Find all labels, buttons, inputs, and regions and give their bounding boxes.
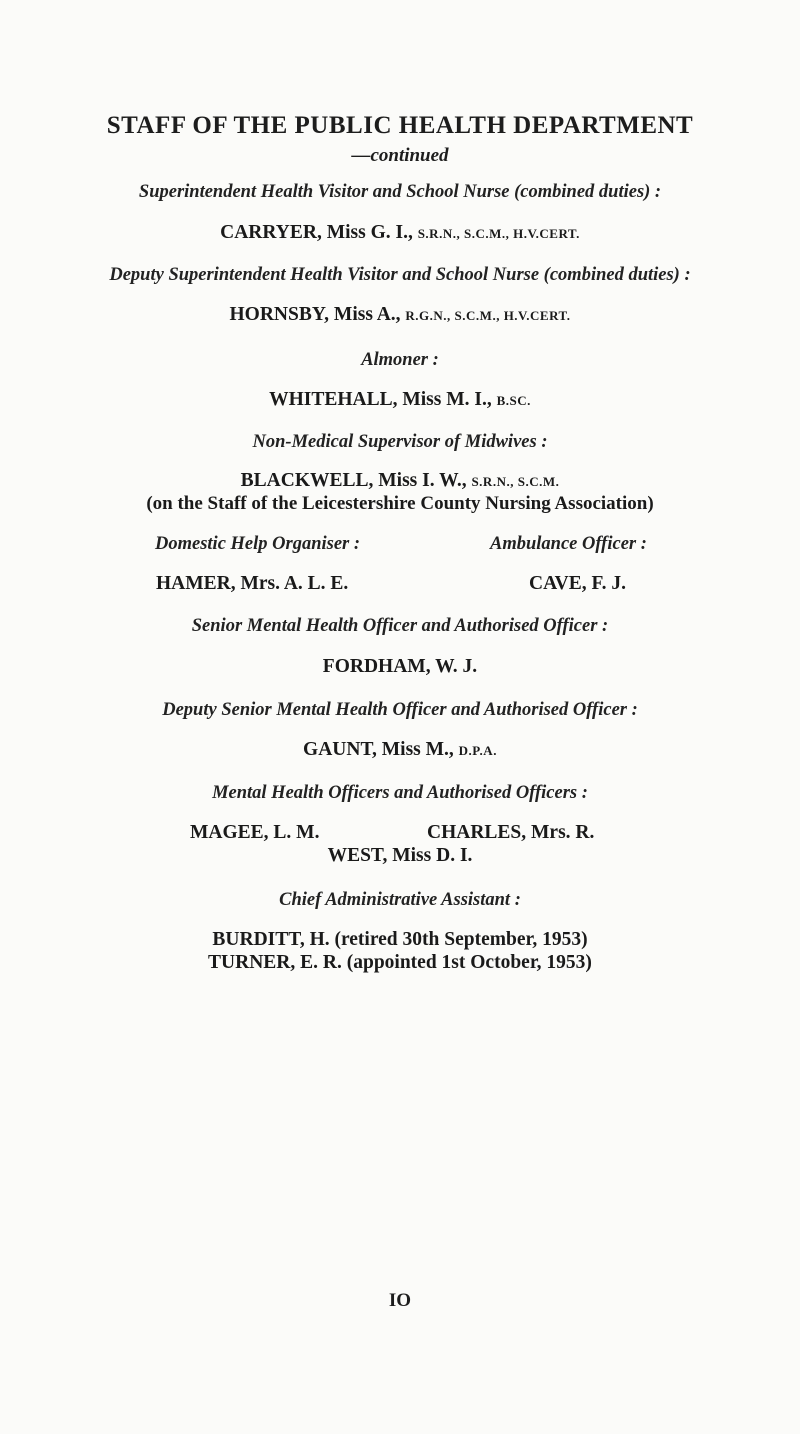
deputy-superintendent-entry — [0, 304, 800, 326]
ambulance-name: CAVE, F. J. — [529, 573, 626, 594]
ambulance-role: Ambulance Officer : — [490, 534, 647, 554]
deputy-superintendent-quals: R.G.N., S.C.M., H.V.CERT. — [405, 308, 571, 323]
superintendent-role: Superintendent Health Visitor and School Nurse (combined duties) : — [138, 182, 662, 202]
page-number: IO — [388, 1290, 412, 1311]
mental-health-officer-name: CHARLES, Mrs. R. — [427, 822, 595, 843]
superintendent-quals: S.R.N., S.C.M., H.V.CERT. — [417, 226, 580, 241]
midwives-supervisor-quals: S.R.N., S.C.M. — [471, 474, 560, 489]
superintendent-name: CARRYER, Miss G. I., — [220, 222, 413, 243]
midwives-supervisor-role: Non-Medical Supervisor of Midwives : — [252, 432, 548, 452]
domestic-help-name: HAMER, Mrs. A. L. E. — [156, 573, 349, 594]
senior-mental-health-role: Senior Mental Health Officer and Authorised Officer : — [191, 616, 609, 636]
page-subtitle: —continued — [351, 145, 449, 166]
almoner-quals: B.SC. — [496, 393, 531, 408]
deputy-superintendent-role: Deputy Superintendent Health Visitor and School Nurse (combined duties) : — [109, 265, 691, 285]
deputy-senior-mental-health-role: Deputy Senior Mental Health Officer and Authorised Officer : — [162, 700, 638, 720]
almoner-role: Almoner : — [361, 350, 439, 370]
deputy-senior-mental-health-quals: D.P.A. — [458, 743, 497, 758]
domestic-help-role: Domestic Help Organiser : — [155, 534, 361, 554]
almoner-name: WHITEHALL, Miss M. I., — [269, 389, 492, 410]
mental-health-officer-name: MAGEE, L. M. — [190, 822, 320, 843]
almoner-entry — [0, 389, 800, 411]
page-title: STAFF OF THE PUBLIC HEALTH DEPARTMENT — [106, 112, 694, 139]
midwives-supervisor-entry — [0, 470, 800, 492]
midwives-supervisor-note: (on the Staff of the Leicestershire County Nursing Association) — [146, 493, 654, 514]
mental-health-officer-name: WEST, Miss D. I. — [327, 845, 473, 866]
midwives-supervisor-name: BLACKWELL, Miss I. W., — [240, 470, 467, 491]
chief-admin-line: TURNER, E. R. (appointed 1st October, 1953) — [208, 952, 592, 973]
deputy-superintendent-name: HORNSBY, Miss A., — [229, 304, 401, 325]
mental-health-officers-role: Mental Health Officers and Authorised Officers : — [212, 783, 588, 803]
senior-mental-health-name: FORDHAM, W. J. — [322, 656, 478, 677]
deputy-senior-mental-health-entry — [0, 739, 800, 761]
chief-admin-line: BURDITT, H. (retired 30th September, 1953) — [212, 929, 588, 950]
superintendent-entry — [0, 222, 800, 244]
deputy-senior-mental-health-name: GAUNT, Miss M., — [303, 739, 454, 760]
chief-admin-role: Chief Administrative Assistant : — [279, 890, 521, 910]
